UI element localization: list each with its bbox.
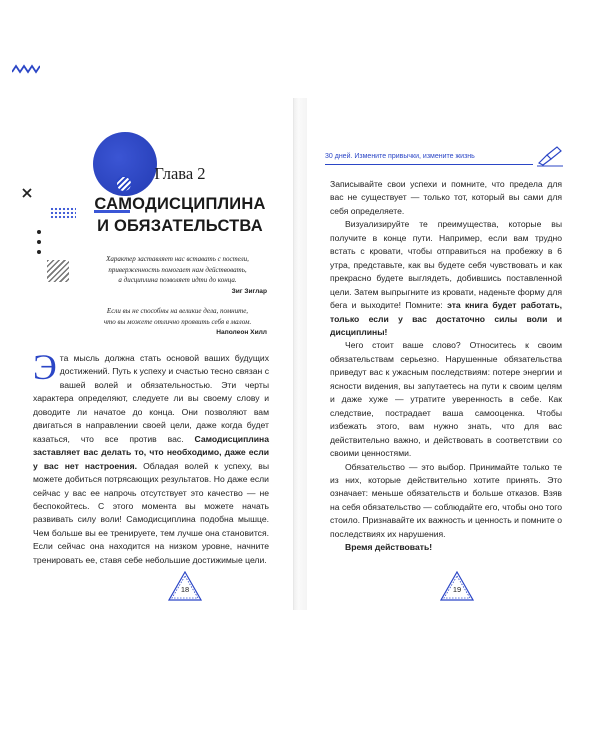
cross-decoration xyxy=(22,185,32,203)
zigzag-decoration xyxy=(12,58,40,79)
quote-line: что вы можете отлично проявить себя в малом. xyxy=(103,317,252,326)
vertical-dots-decoration xyxy=(37,230,41,260)
dot-grid-decoration xyxy=(50,207,76,219)
quote-1 xyxy=(86,254,269,286)
paragraph-text: Чего стоит ваше слово? Относитесь к своим обязательствам серьезно. Нарушенные обязательства приведут вас к ужасным последствиям: потере энергии и ясности видения, вы запутаетесь на пути к своим целям и даже хуже — утратите уверенность в себе. Как следствие, пострадает ваша самооценка. Чтобы избежать этого, вам нужно знать, что для вас действительно важно, и действовать в соответствии со своими ценностями. xyxy=(330,340,562,459)
paragraph xyxy=(33,347,269,567)
paragraph-text: Обладая волей к успеху, вы можете добиться потрясающих результатов. Но даже если сейчас у вас ее напрочь отсутствует это качество — не беспокойтесь. С этого момента вы можете начать развивать силу воли! Самодисциплина подобна мышце. Чем больше вы ее тренируете, тем лучше она становится. Если сейчас она находится на низком уровне, начните тренировать ее, ставя себе небольшие достижимые цели. xyxy=(33,460,269,565)
quote-line: Если вы не способны на великие дела, помните, xyxy=(106,307,249,315)
hatch-decoration xyxy=(47,260,69,282)
chapter-title-line1: САМОДИСЦИПЛИНА xyxy=(94,195,266,213)
left-body-text xyxy=(33,347,269,567)
paragraph-bold: эта книга будет работать, только если у вас достаточно силы воли и дисциплины! xyxy=(330,300,563,337)
paragraph xyxy=(330,218,562,339)
running-header: 30 дней. Измените привычки, измените жизнь xyxy=(325,153,475,160)
paragraph xyxy=(330,461,562,542)
quote-author-2: Наполеон Хилл xyxy=(216,329,267,336)
quote-line: Характер заставляет нас вставать с постели, xyxy=(106,255,249,263)
paragraph-text: Визуализируйте те преимущества, которые вы получите в конце пути. Например, если вам трудно встать с кровати, чтобы отправиться на пробежку в 6 утра, представьте, как вы будете себя чувствовать и как прекрасно будете выглядеть, добившись поставленной цели. Затем выпрыгните из кровати, наденьте форму для бега и выходите! Помните: xyxy=(330,219,562,311)
chapter-title xyxy=(78,193,282,237)
paragraph-text: Записывайте свои успехи и помните, что предела для вас не существует — только тот, который вы сами для себя определяете. xyxy=(330,179,562,216)
page-number: 18 xyxy=(180,585,190,594)
paragraph-text: та мысль должна стать основой ваших будущих достижений. Путь к успеху и счастью тесно связан с вашей волей и обязательностью. Эти черты характера определяют, следуете ли вы своему слову и доводите ли начатое до конца. Они позволяют вам двигаться в направлении своей цели, даже когда будет казаться, что все против вас. xyxy=(33,353,269,444)
paragraph-bold: Время действовать! xyxy=(345,542,433,553)
quote-author-1: Зиг Зиглар xyxy=(231,288,267,295)
quote-line: а дисциплина позволяет идти до конца. xyxy=(118,276,237,284)
paragraph xyxy=(330,541,562,554)
book-gutter xyxy=(293,98,307,610)
hand-writing-icon xyxy=(537,145,563,167)
quote-line: приверженность помогает нам действовать, xyxy=(108,265,247,274)
right-body-text xyxy=(330,178,562,555)
paragraph-bold: Самодисциплина заставляет вас делать то, что необходимо, даже если у вас нет настроения. xyxy=(33,433,269,471)
paragraph xyxy=(330,339,562,460)
paragraph-text: Обязательство — это выбор. Принимайте только те из них, которые действительно хотите принять. Это означает: меньше обязательств и больше отказов. Взяв на себя обязательство — соблюдайте его, чтобы оно того стоило. Признавайте их важность и ценность и помните о последствиях их нарушения. xyxy=(330,461,562,539)
chapter-title-line2: И ОБЯЗАТЕЛЬСТВА xyxy=(97,217,263,235)
chapter-label: Глава 2 xyxy=(154,164,206,183)
quote-2 xyxy=(86,306,269,327)
page-number: 19 xyxy=(452,585,462,594)
dropcap: Э xyxy=(33,347,57,387)
header-divider xyxy=(325,164,533,165)
page-number-badge xyxy=(168,571,202,601)
paragraph xyxy=(330,178,562,218)
page-number-badge xyxy=(440,571,474,601)
